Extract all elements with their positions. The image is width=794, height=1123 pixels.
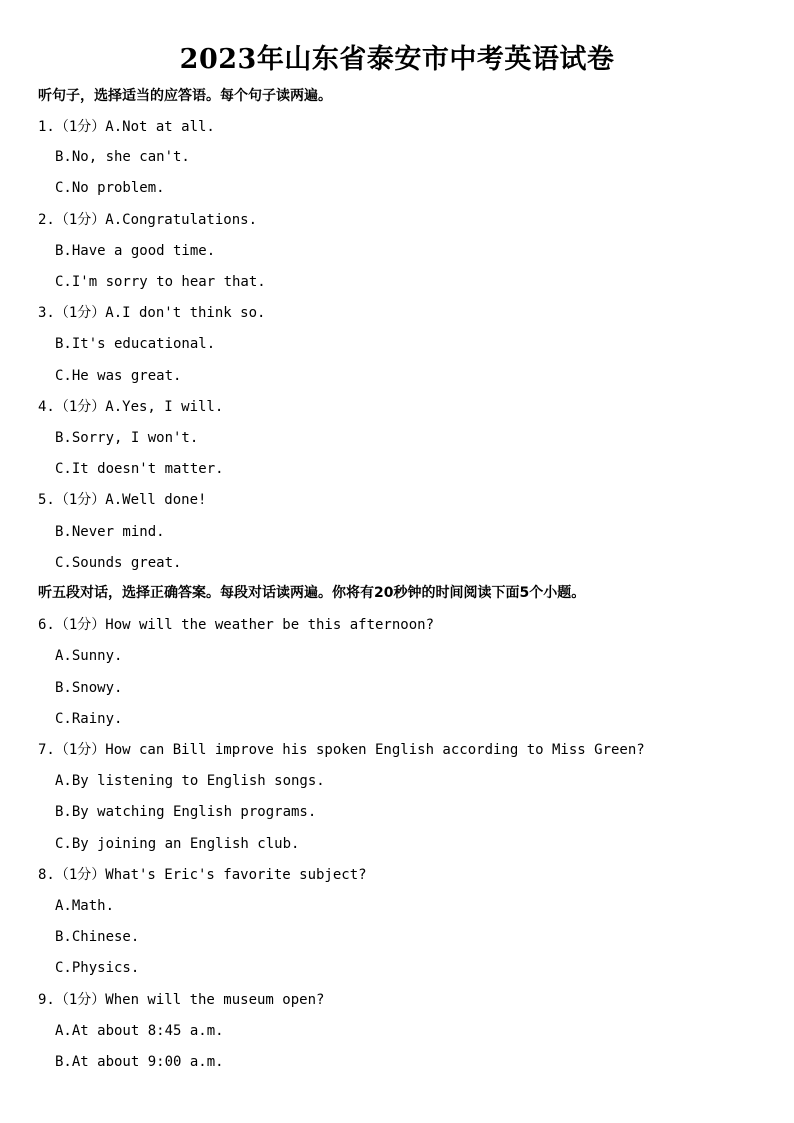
- answer-option: C.Sounds great.: [55, 555, 182, 571]
- answer-option: C.Rainy.: [55, 711, 123, 727]
- question-stem: 1.（1分）A.Not at all.: [38, 119, 215, 135]
- answer-option: B.Never mind.: [55, 524, 165, 540]
- question-stem: 2.（1分）A.Congratulations.: [38, 212, 258, 228]
- answer-option: B.Chinese.: [55, 929, 140, 945]
- answer-option: B.Snowy.: [55, 680, 123, 696]
- answer-option: C.By joining an English club.: [55, 836, 300, 852]
- answer-option: A.Sunny.: [55, 648, 123, 664]
- answer-option: C.It doesn't matter.: [55, 461, 224, 477]
- question-stem: 7.（1分）How can Bill improve his spoken English according to Miss Green?: [38, 742, 645, 758]
- question-stem: 5.（1分）A.Well done!: [38, 492, 207, 508]
- section-heading: 听句子，选择适当的应答语。每个句子读两遍。: [38, 88, 332, 104]
- answer-option: B.No, she can't.: [55, 149, 190, 165]
- answer-option: B.It's educational.: [55, 336, 216, 352]
- answer-option: C.No problem.: [55, 180, 165, 196]
- answer-option: A.At about 8:45 a.m.: [55, 1023, 224, 1039]
- answer-option: A.By listening to English songs.: [55, 773, 325, 789]
- answer-option: C.I'm sorry to hear that.: [55, 274, 266, 290]
- question-stem: 9.（1分）When will the museum open?: [38, 992, 325, 1008]
- question-stem: 4.（1分）A.Yes, I will.: [38, 399, 224, 415]
- question-stem: 6.（1分）How will the weather be this afternoon?: [38, 617, 435, 633]
- answer-option: B.By watching English programs.: [55, 804, 317, 820]
- answer-option: A.Math.: [55, 898, 115, 914]
- question-stem: 3.（1分）A.I don't think so.: [38, 305, 266, 321]
- page-title: 2023年山东省泰安市中考英语试卷: [179, 44, 615, 75]
- question-stem: 8.（1分）What's Eric's favorite subject?: [38, 867, 367, 883]
- answer-option: B.Have a good time.: [55, 243, 216, 259]
- answer-option: C.He was great.: [55, 368, 182, 384]
- answer-option: B.Sorry, I won't.: [55, 430, 199, 446]
- section-heading: 听五段对话，选择正确答案。每段对话读两遍。你将有20秒钟的时间阅读下面5个小题。: [38, 585, 586, 601]
- answer-option: B.At about 9:00 a.m.: [55, 1054, 224, 1070]
- answer-option: C.Physics.: [55, 960, 140, 976]
